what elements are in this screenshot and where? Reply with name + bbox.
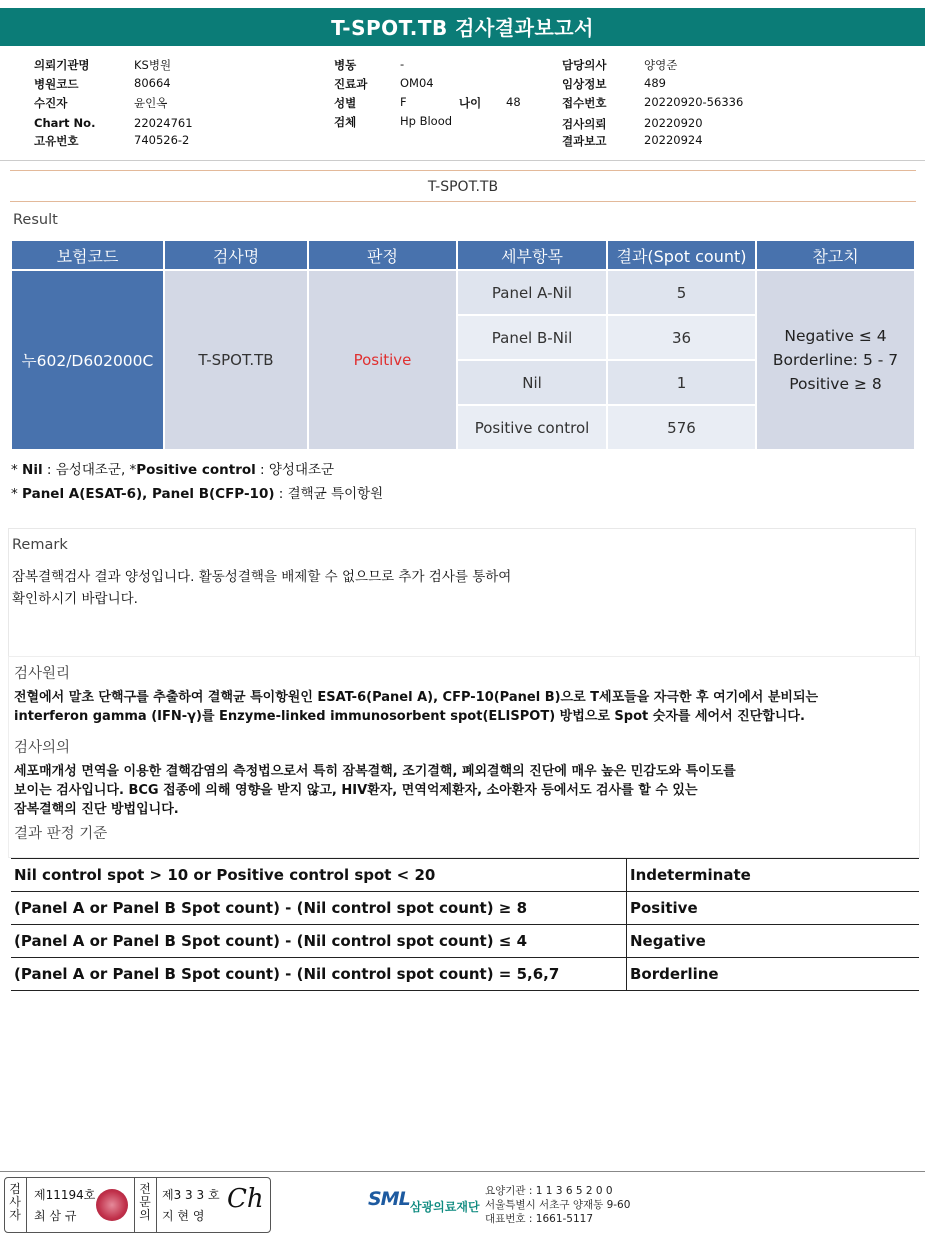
remark-line: 잠복결핵검사 결과 양성입니다. 활동성결핵을 배제할 수 없으므로 추가 검사를 통하여	[12, 569, 512, 585]
note-text: : 양성대조군	[255, 462, 335, 478]
info-value: 48	[506, 95, 521, 109]
info-value: 740526-2	[134, 133, 190, 147]
principle-line: interferon gamma (IFN-γ)를 Enzyme-linked immunosorbent spot(ELISPOT) 방법으로 Spot 숫자를 세어서 진단합니다.	[14, 709, 805, 724]
note-term: Panel A(ESAT-6), Panel B(CFP-10)	[22, 486, 275, 502]
table-row	[11, 892, 919, 925]
divider	[156, 1178, 157, 1232]
info-value: OM04	[400, 76, 434, 90]
info-value: 양영준	[644, 58, 678, 72]
inspector-label: 검사자	[9, 1182, 21, 1222]
item-name: Panel A-Nil	[458, 271, 606, 314]
info-label: 접수번호	[562, 96, 607, 110]
info-value: Hp Blood	[400, 114, 453, 128]
info-label: 담당의사	[562, 58, 607, 72]
divider	[26, 1178, 27, 1232]
info-label: 고유번호	[34, 134, 79, 148]
principle-label: 검사원리	[14, 666, 71, 682]
reference-line: Negative ≤ 4	[784, 327, 887, 345]
item-value: 1	[608, 361, 755, 404]
table-row	[12, 271, 914, 314]
report-title: T-SPOT.TB 검사결과보고서	[0, 8, 925, 46]
result-label: Result	[13, 212, 58, 228]
info-label: 수진자	[34, 96, 68, 110]
info-label: 결과보고	[562, 134, 607, 148]
footer-divider	[0, 1171, 925, 1172]
judgement: Positive	[309, 271, 456, 449]
significance-line: 잠복결핵의 진단 방법입니다.	[14, 802, 179, 817]
doctor-license: 제3 3 3 호	[162, 1188, 220, 1202]
item-value: 36	[608, 316, 755, 359]
note-text: : 음성대조군, *	[42, 462, 137, 478]
col-header: 보험코드	[12, 241, 163, 269]
sml-logo: SML	[368, 1188, 410, 1210]
item-value: 576	[608, 406, 755, 449]
info-value: F	[400, 95, 407, 109]
info-value: 20220924	[644, 133, 703, 147]
note-term: Positive control	[136, 462, 256, 478]
section-title: T-SPOT.TB	[427, 179, 499, 195]
col-header: 참고치	[757, 241, 914, 269]
criteria-result: Indeterminate	[627, 859, 920, 892]
address-line: 서울특별시 서초구 양재동 9-60	[485, 1199, 631, 1211]
info-label: 검체	[334, 115, 357, 129]
info-label: 검사의뢰	[562, 117, 607, 131]
inspector-license: 제11194호	[34, 1188, 96, 1202]
section-divider	[10, 170, 916, 171]
criteria-condition: Nil control spot > 10 or Positive control spot < 20	[11, 859, 627, 892]
table-row	[11, 859, 919, 892]
remark-text	[12, 566, 511, 610]
insurance-code: 누602/D602000C	[12, 271, 163, 449]
criteria-result: Positive	[627, 892, 920, 925]
reference-line: Borderline: 5 - 7	[772, 351, 899, 369]
info-label: Chart No.	[34, 116, 96, 130]
note-text: : 결핵균 특이항원	[274, 486, 384, 502]
note-prefix: *	[11, 462, 23, 478]
info-label: 나이	[459, 96, 482, 110]
doctor-label: 전문의	[139, 1182, 151, 1222]
table-row	[11, 958, 919, 991]
criteria-condition: (Panel A or Panel B Spot count) - (Nil control spot count) ≤ 4	[11, 925, 627, 958]
note-term: Nil	[22, 462, 43, 478]
significance-label: 검사의의	[14, 740, 71, 756]
criteria-condition: (Panel A or Panel B Spot count) - (Nil control spot count) = 5,6,7	[11, 958, 627, 991]
col-header: 결과(Spot count)	[608, 241, 755, 269]
info-label: 임상정보	[562, 77, 607, 91]
reference-line: Positive ≥ 8	[789, 375, 882, 393]
info-value: -	[400, 57, 405, 71]
info-label: 의뢰기관명	[34, 58, 90, 72]
criteria-label: 결과 판정 기준	[14, 826, 108, 842]
info-value: 489	[644, 76, 666, 90]
inspector-name: 최 삼 규	[34, 1209, 77, 1223]
criteria-table	[11, 858, 919, 991]
significance-line: 세포매개성 면역을 이용한 결핵감염의 측정법으로서 특히 잠복결핵, 조기결핵, 폐외결핵의 진단에 매우 높은 민감도와 특이도를	[14, 764, 736, 779]
info-label: 병동	[334, 58, 357, 72]
seal-stamp-icon	[96, 1189, 128, 1221]
info-value: 22024761	[134, 116, 193, 130]
significance-text	[14, 762, 736, 819]
doctor-name: 지 현 영	[162, 1209, 205, 1223]
principle-line: 전혈에서 말초 단핵구를 추출하여 결핵균 특이항원인 ESAT-6(Panel A), CFP-10(Panel B)으로 T세포들을 자극한 후 여기에서 분비되는	[14, 690, 819, 705]
address-line: 요양기관 : 1 1 3 6 5 2 0 0	[485, 1185, 613, 1197]
info-label: 성별	[334, 96, 357, 110]
info-value: 80664	[134, 76, 171, 90]
note-prefix: *	[11, 486, 23, 502]
item-value: 5	[608, 271, 755, 314]
result-table	[10, 239, 916, 451]
info-label: 진료과	[334, 77, 368, 91]
reference-range	[757, 271, 914, 449]
footnote	[11, 482, 383, 502]
info-value: 윤인옥	[134, 96, 168, 110]
divider	[134, 1178, 135, 1232]
signature-box	[4, 1177, 271, 1233]
col-header: 판정	[309, 241, 456, 269]
signature-icon: Ch	[227, 1184, 264, 1214]
item-name: Panel B-Nil	[458, 316, 606, 359]
remark-line: 확인하시기 바랍니다.	[12, 591, 138, 607]
info-label: 병원코드	[34, 77, 79, 91]
remark-label: Remark	[12, 537, 68, 553]
address-line: 대표번호 : 1661-5117	[485, 1213, 594, 1225]
criteria-condition: (Panel A or Panel B Spot count) - (Nil control spot count) ≥ 8	[11, 892, 627, 925]
test-name: T-SPOT.TB	[165, 271, 307, 449]
info-value: 20220920	[644, 116, 703, 130]
col-header: 세부항목	[458, 241, 606, 269]
info-value: KS병원	[134, 58, 172, 72]
info-box	[8, 656, 920, 858]
info-value: 20220920-56336	[644, 95, 744, 109]
significance-line: 보이는 검사입니다. BCG 접종에 의해 영향을 받지 않고, HIV환자, 면역억제환자, 소아환자 등에서도 검사를 할 수 있는	[14, 783, 698, 798]
criteria-result: Borderline	[627, 958, 920, 991]
col-header: 검사명	[165, 241, 307, 269]
org-name: 삼광의료재단	[410, 1200, 480, 1214]
table-row	[11, 925, 919, 958]
header-divider	[0, 160, 925, 161]
criteria-result: Negative	[627, 925, 920, 958]
section-divider	[10, 201, 916, 202]
item-name: Nil	[458, 361, 606, 404]
item-name: Positive control	[458, 406, 606, 449]
principle-text	[14, 688, 818, 726]
result-header-row	[12, 241, 914, 269]
footnote	[11, 458, 334, 478]
org-address	[485, 1184, 630, 1226]
